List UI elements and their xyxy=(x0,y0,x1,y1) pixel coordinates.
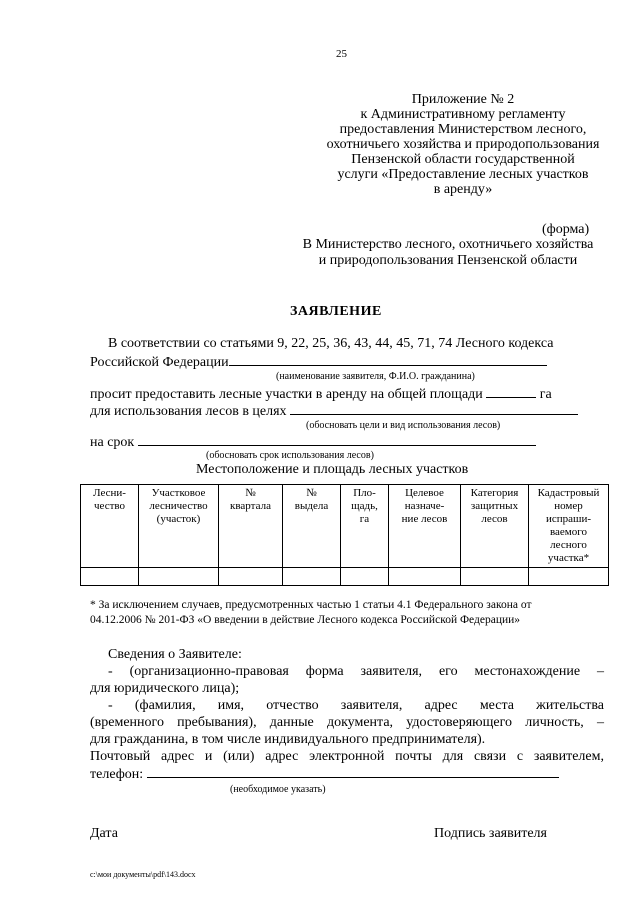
intro-line-1: В соответствии со статьями 9, 22, 25, 36, 43, 44, 45, 71, 74 Лесного кодекса xyxy=(108,336,554,351)
applicant-line-4: (временного пребывания), данные документа, удостоверяющего личность, – xyxy=(90,715,604,730)
footnote-line: * За исключением случаев, предусмотренных частью 1 статьи 4.1 Федерального закона от xyxy=(90,599,532,611)
signature-label: Подпись заявителя xyxy=(434,826,547,841)
table-row xyxy=(81,568,609,586)
appendix-line: услуги «Предоставление лесных участков xyxy=(337,167,589,182)
applicant-heading: Сведения о Заявителе: xyxy=(108,647,242,662)
intro-line-5-text: на срок xyxy=(90,435,135,450)
applicant-line-5: для гражданина, в том числе индивидуального предпринимателя). xyxy=(90,732,486,747)
hectare-unit: га xyxy=(539,387,552,402)
table-cell[interactable] xyxy=(219,568,283,586)
land-plots-table xyxy=(80,484,609,586)
phone-label: телефон: xyxy=(90,767,144,782)
appendix-line: Приложение № 2 xyxy=(411,92,515,107)
header-section-number: № выдела xyxy=(283,485,341,568)
addressee-line: и природопользования Пензенской области xyxy=(318,253,578,268)
header-district-forestry: Участковое лесничество (участок) xyxy=(139,485,219,568)
caption-required: (необходимое указать) xyxy=(230,784,326,795)
header-purpose: Целевое назначе- ние лесов xyxy=(389,485,461,568)
intro-line-4 xyxy=(90,402,578,420)
header-forestry: Лесни- чество xyxy=(81,485,139,568)
appendix-line: в аренду» xyxy=(433,182,493,197)
table-header-row xyxy=(81,485,609,568)
purpose-field[interactable] xyxy=(290,402,578,415)
applicant-line-6: Почтовый адрес и (или) адрес электронной почты для связи с заявителем, xyxy=(90,749,604,764)
area-field[interactable] xyxy=(486,385,536,398)
addressee-block xyxy=(290,237,606,269)
table-cell[interactable] xyxy=(81,568,139,586)
file-path: c:\мои документы\pdf\143.docx xyxy=(90,870,196,879)
appendix-line: предоставления Министерством лесного, xyxy=(339,122,587,137)
appendix-line: к Административному регламенту xyxy=(360,107,566,122)
term-field[interactable] xyxy=(138,433,536,446)
caption-purpose: (обосновать цели и вид использования лесов) xyxy=(306,420,501,431)
table-cell[interactable] xyxy=(139,568,219,586)
header-cadastral-number: Кадастровый номер испраши- ваемого лесного участка* xyxy=(529,485,609,568)
table-cell[interactable] xyxy=(529,568,609,586)
table-cell[interactable] xyxy=(389,568,461,586)
table-title: Местоположение и площадь лесных участков xyxy=(196,462,469,477)
appendix-line: Пензенской области государственной xyxy=(351,152,575,167)
intro-line-5 xyxy=(90,433,536,451)
header-protective-category: Категория защитных лесов xyxy=(461,485,529,568)
applicant-line-7 xyxy=(90,765,604,783)
table-cell[interactable] xyxy=(283,568,341,586)
footnote-line: 04.12.2006 № 201-ФЗ «О введении в действие Лесного кодекса Российской Федерации» xyxy=(90,614,521,626)
applicant-line-1: - (организационно-правовая форма заявителя, его местонахождение – xyxy=(108,664,604,679)
applicant-line-2: для юридического лица); xyxy=(90,681,240,696)
form-label: (форма) xyxy=(542,222,590,237)
applicant-line-3: - (фамилия, имя, отчество заявителя, адрес места жительства xyxy=(108,698,604,713)
header-area: Пло- щадь, га xyxy=(341,485,389,568)
appendix-line: охотничьего хозяйства и природопользования xyxy=(326,137,600,152)
date-label: Дата xyxy=(90,826,118,841)
footnote xyxy=(90,598,610,628)
intro-line-3 xyxy=(90,385,552,403)
intro-line-3-text: просит предоставить лесные участки в аренду на общей площади xyxy=(90,387,483,402)
addressee-line: В Министерство лесного, охотничьего хозяйства xyxy=(302,237,594,252)
intro-line-4-text: для использования лесов в целях xyxy=(90,404,287,419)
applicant-name-field[interactable] xyxy=(229,353,547,366)
document-title: ЗАЯВЛЕНИЕ xyxy=(290,304,382,319)
table-cell[interactable] xyxy=(341,568,389,586)
header-quarter-number: № квартала xyxy=(219,485,283,568)
caption-applicant-name: (наименование заявителя, Ф.И.О. гражданина) xyxy=(276,371,475,382)
page-number: 25 xyxy=(336,48,347,60)
intro-line-2-text: Российской Федерации xyxy=(90,355,229,370)
table-cell[interactable] xyxy=(461,568,529,586)
caption-term: (обосновать срок использования лесов) xyxy=(206,450,374,461)
phone-field[interactable] xyxy=(147,765,559,778)
appendix-header xyxy=(318,92,608,197)
intro-line-2 xyxy=(90,353,547,371)
